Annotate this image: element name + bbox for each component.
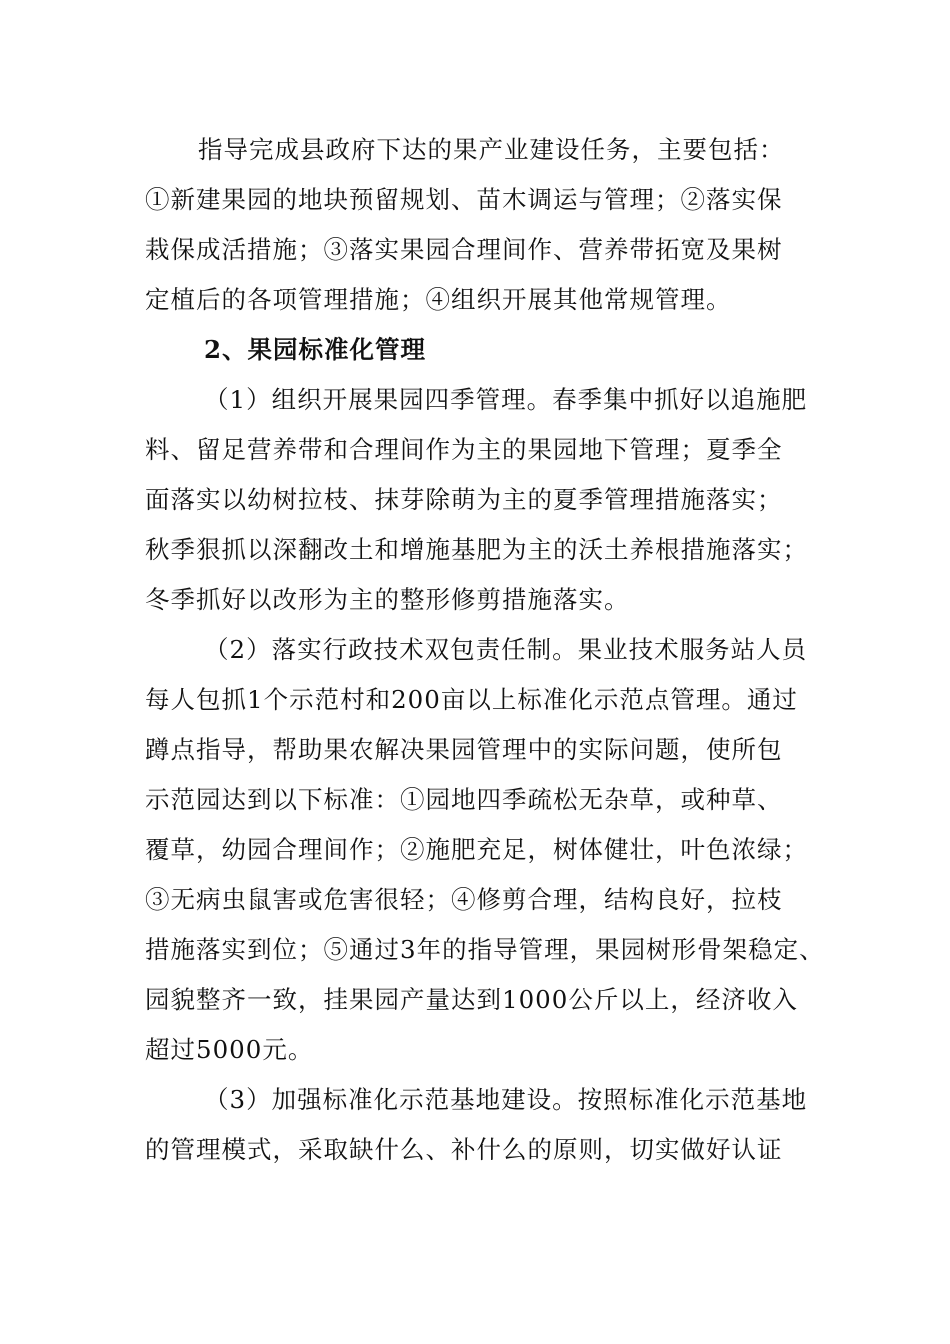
paragraph-line: 蹲点指导，帮助果农解决果园管理中的实际问题，使所包 [145,735,783,764]
paragraph-line: 措施落实到位；⑤通过3年的指导管理，果园树形骨架稳定、 [145,935,825,964]
paragraph-line: 面落实以幼树拉枝、抹芽除萌为主的夏季管理措施落实； [145,485,783,514]
paragraph-line: 示范园达到以下标准：①园地四季疏松无杂草，或种草、 [145,785,783,814]
paragraph-line: ③无病虫鼠害或危害很轻；④修剪合理，结构良好，拉枝 [145,885,783,914]
paragraph-line: （1）组织开展果园四季管理。春季集中抓好以追施肥 [204,385,808,414]
paragraph-line: 每人包抓1个示范村和200亩以上标准化示范点管理。通过 [145,685,798,714]
paragraph-line: 指导完成县政府下达的果产业建设任务，主要包括： [198,135,785,164]
paragraph-line: （2）落实行政技术双包责任制。果业技术服务站人员 [204,635,808,664]
paragraph-line: 覆草，幼园合理间作；②施肥充足，树体健壮，叶色浓绿； [145,835,808,864]
paragraph-line: 栽保成活措施；③落实果园合理间作、营养带拓宽及果树 [145,235,783,264]
paragraph-line: （3）加强标准化示范基地建设。按照标准化示范基地 [204,1085,808,1114]
paragraph-line: 定植后的各项管理措施；④组织开展其他常规管理。 [145,285,732,314]
paragraph-line: 超过5000元。 [145,1035,314,1064]
paragraph-line: 的管理模式，采取缺什么、补什么的原则，切实做好认证 [145,1135,783,1164]
paragraph-line: 秋季狠抓以深翻改土和增施基肥为主的沃土养根措施落实； [145,535,808,564]
paragraph-line: 冬季抓好以改形为主的整形修剪措施落实。 [145,585,630,614]
paragraph-line: 料、留足营养带和合理间作为主的果园地下管理；夏季全 [145,435,783,464]
paragraph-line: ①新建果园的地块预留规划、苗木调运与管理；②落实保 [145,185,783,214]
paragraph-line: 园貌整齐一致，挂果园产量达到1000公斤以上，经济收入 [145,985,798,1014]
section-heading: 2、果园标准化管理 [204,335,427,364]
